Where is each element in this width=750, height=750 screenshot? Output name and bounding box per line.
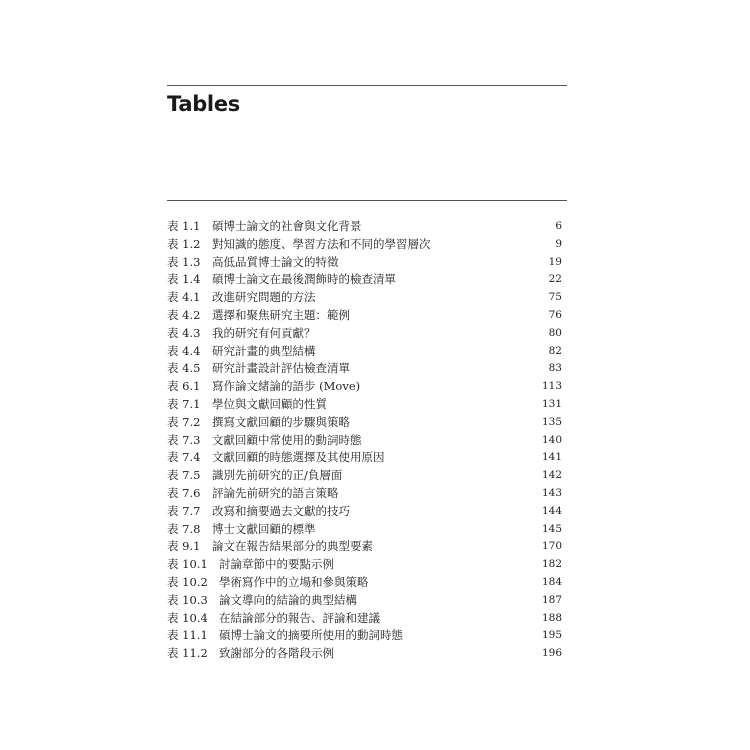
entry-caption: 學位與文獻回顧的性質 <box>212 396 327 411</box>
entry-label: 表 4.1 <box>167 290 201 305</box>
entry-label: 表 9.1 <box>167 539 201 554</box>
entry-label: 表 4.3 <box>167 325 201 340</box>
entry-label: 表 7.5 <box>167 468 201 483</box>
list-item <box>167 289 562 307</box>
entry-label: 表 10.1 <box>167 557 208 572</box>
entry-page: 182 <box>541 558 562 571</box>
entry-caption: 討論章節中的要點示例 <box>219 557 334 572</box>
list-item <box>167 645 562 663</box>
entry-caption: 文獻回顧的時態選擇及其使用原因 <box>212 450 385 465</box>
list-item <box>167 574 562 592</box>
entry-page: 142 <box>541 469 562 482</box>
list-item <box>167 396 562 414</box>
list-item <box>167 343 562 361</box>
entry-caption: 碩博士論文的摘要所使用的動詞時態 <box>219 628 403 643</box>
list-item <box>167 538 562 556</box>
entry-label: 表 1.4 <box>167 272 201 287</box>
entry-page: 144 <box>541 504 562 517</box>
list-item <box>167 449 562 467</box>
entry-caption: 識別先前研究的正/負層面 <box>212 468 343 483</box>
entry-label: 表 6.1 <box>167 379 201 394</box>
entry-label: 表 7.7 <box>167 503 201 518</box>
list-item <box>167 503 562 521</box>
entry-label: 表 7.1 <box>167 396 201 411</box>
list-item <box>167 592 562 610</box>
entry-page: 75 <box>548 291 562 304</box>
entry-caption: 致謝部分的各階段示例 <box>219 646 334 661</box>
top-divider <box>167 85 567 86</box>
entry-label: 表 1.2 <box>167 236 201 251</box>
list-item <box>167 467 562 485</box>
entry-caption: 論文在報告結果部分的典型要素 <box>212 539 373 554</box>
entry-caption: 論文導向的結論的典型結構 <box>219 592 357 607</box>
entry-page: 143 <box>541 486 562 499</box>
list-item <box>167 432 562 450</box>
entry-label: 表 11.1 <box>167 628 208 643</box>
entry-caption: 學術寫作中的立場和參與策略 <box>219 574 369 589</box>
list-item <box>167 627 562 645</box>
list-item <box>167 360 562 378</box>
entry-label: 表 10.3 <box>167 592 208 607</box>
entry-label: 表 10.4 <box>167 610 208 625</box>
entry-caption: 博士文獻回顧的標準 <box>212 521 316 536</box>
entry-caption: 選擇和聚焦研究主題：範例 <box>212 307 350 322</box>
entry-page: 113 <box>541 380 562 393</box>
title-divider <box>167 200 567 201</box>
entry-page: 6 <box>555 220 562 232</box>
entry-label: 表 7.3 <box>167 432 201 447</box>
list-item <box>167 521 562 539</box>
entry-label: 表 10.2 <box>167 574 208 589</box>
entry-page: 80 <box>548 326 562 339</box>
entry-page: 82 <box>548 344 562 357</box>
entry-caption: 碩博士論文在最後潤飾時的檢查清單 <box>212 272 396 287</box>
entry-caption: 文獻回顧中常使用的動詞時態 <box>212 432 362 447</box>
list-item <box>167 610 562 628</box>
list-item <box>167 254 562 272</box>
entry-label: 表 11.2 <box>167 646 208 661</box>
list-item <box>167 236 562 254</box>
list-item <box>167 414 562 432</box>
entry-page: 188 <box>541 611 562 624</box>
list-item <box>167 325 562 343</box>
entry-page: 9 <box>555 237 562 250</box>
entry-label: 表 1.3 <box>167 254 201 269</box>
entry-page: 76 <box>548 308 562 321</box>
entry-caption: 撰寫文獻回顧的步驟與策略 <box>212 414 350 429</box>
table-list <box>167 218 562 663</box>
entry-caption: 研究計畫設計評估檢查清單 <box>212 361 350 376</box>
list-item <box>167 556 562 574</box>
entry-caption: 寫作論文緒論的語步 (Move) <box>212 379 361 394</box>
entry-caption: 改進研究問題的方法 <box>212 290 316 305</box>
entry-page: 141 <box>541 451 562 464</box>
entry-page: 196 <box>541 647 562 660</box>
entry-label: 表 1.1 <box>167 219 201 233</box>
entry-caption: 評論先前研究的語言策略 <box>212 485 339 500</box>
entry-page: 83 <box>548 362 562 375</box>
list-item <box>167 271 562 289</box>
list-item <box>167 485 562 503</box>
list-item <box>167 307 562 325</box>
list-item <box>167 378 562 396</box>
entry-caption: 高低品質博士論文的特徵 <box>212 254 339 269</box>
page-title: Tables <box>167 92 240 116</box>
entry-page: 131 <box>541 397 562 410</box>
entry-page: 184 <box>541 575 562 588</box>
entry-caption: 我的研究有何貢獻？ <box>212 325 316 340</box>
entry-label: 表 7.6 <box>167 485 201 500</box>
entry-page: 195 <box>541 629 562 642</box>
entry-caption: 在結論部分的報告、評論和建議 <box>219 610 380 625</box>
entry-caption: 研究計畫的典型結構 <box>212 343 316 358</box>
entry-caption: 改寫和摘要過去文獻的技巧 <box>212 503 350 518</box>
entry-page: 170 <box>541 540 562 553</box>
entry-label: 表 7.2 <box>167 414 201 429</box>
entry-page: 145 <box>541 522 562 535</box>
list-item <box>167 218 562 236</box>
entry-label: 表 4.5 <box>167 361 201 376</box>
entry-page: 187 <box>541 593 562 606</box>
entry-page: 140 <box>541 433 562 446</box>
entry-page: 135 <box>541 415 562 428</box>
entry-caption: 碩博士論文的社會與文化背景 <box>212 219 362 233</box>
entry-label: 表 4.2 <box>167 307 201 322</box>
entry-page: 22 <box>548 273 562 286</box>
entry-label: 表 7.4 <box>167 450 201 465</box>
entry-caption: 對知識的態度、學習方法和不同的學習層次 <box>212 236 431 251</box>
entry-label: 表 7.8 <box>167 521 201 536</box>
entry-label: 表 4.4 <box>167 343 201 358</box>
entry-page: 19 <box>548 255 562 268</box>
